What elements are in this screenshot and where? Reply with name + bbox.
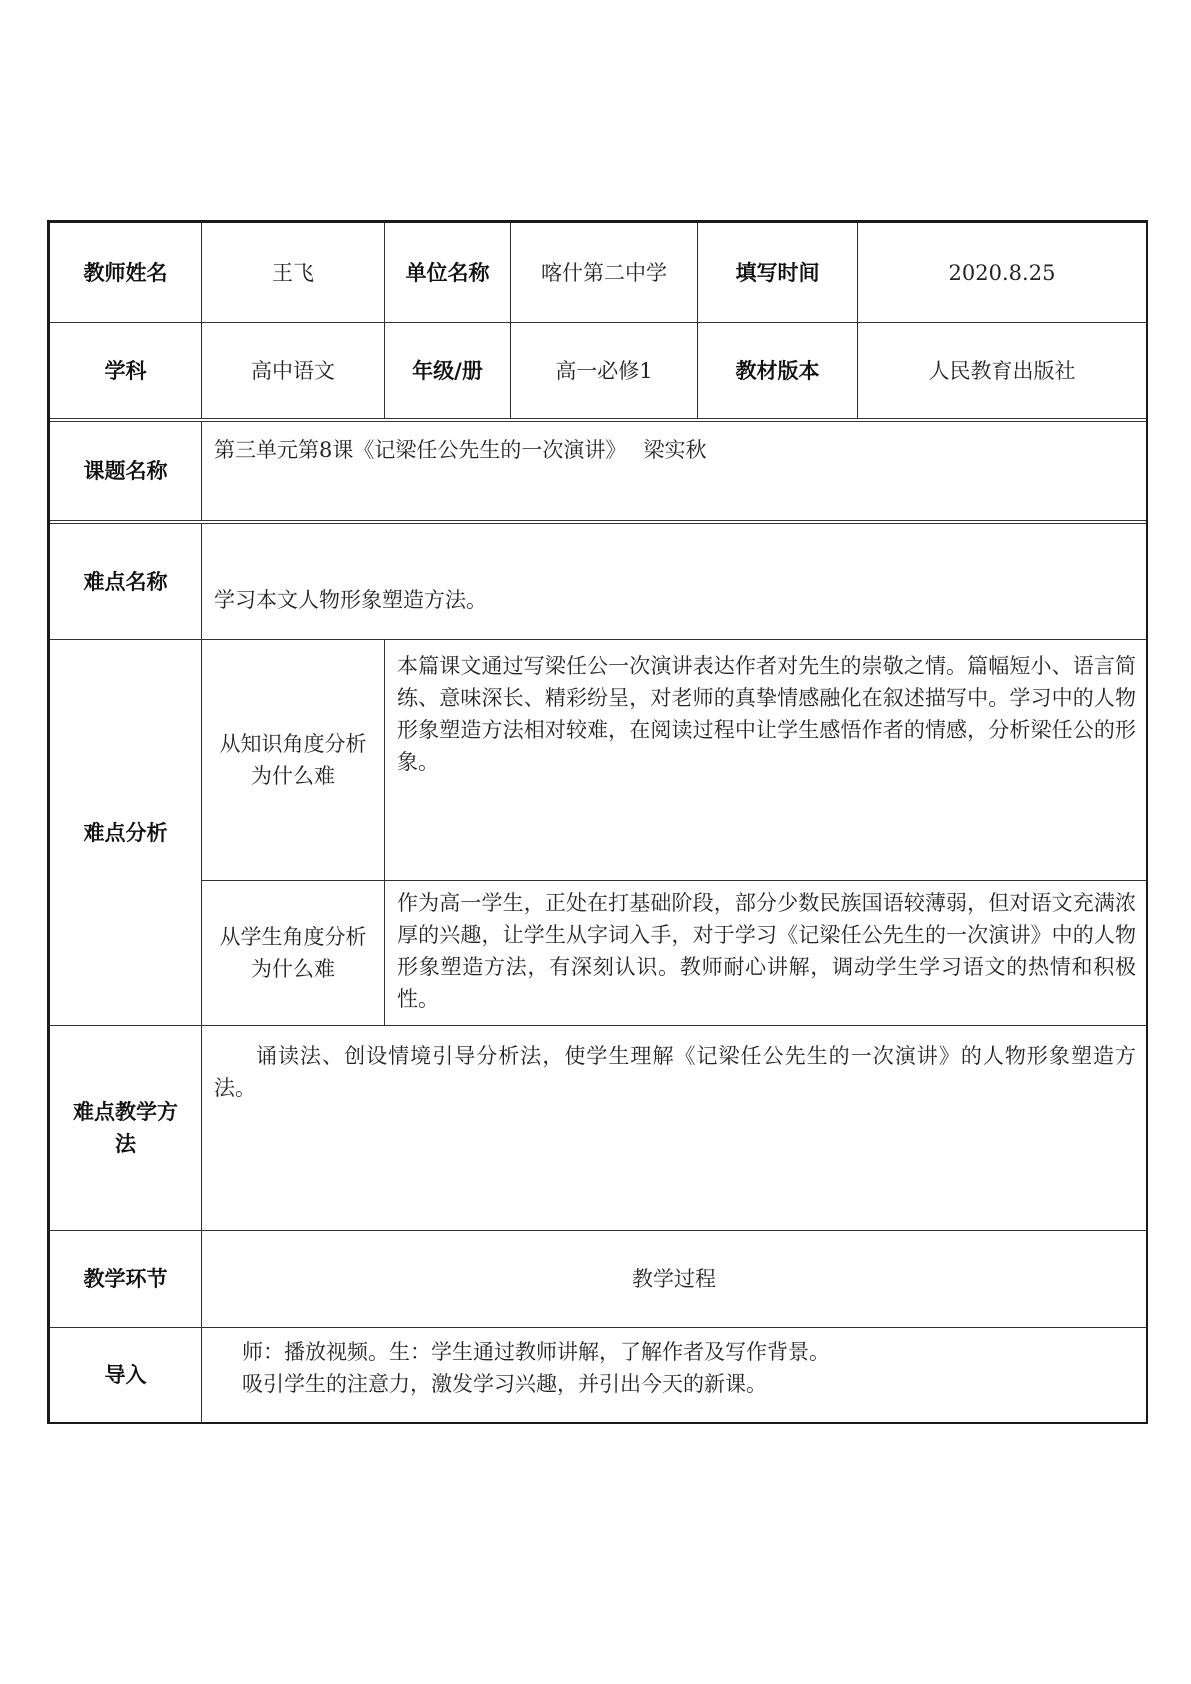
method-value: 诵读法、创设情境引导分析法，使学生理解《记梁任公先生的一次演讲》的人物形象塑造方法。: [214, 1044, 1136, 1100]
student-label: 从学生角度分析为什么难: [202, 881, 385, 1025]
difficulty-value: 学习本文人物形象塑造方法。: [214, 588, 487, 612]
grade-label: 年级/册: [385, 323, 511, 418]
header-row: [50, 223, 1146, 323]
topic-value: 第三单元第8课《记梁任公先生的一次演讲》 梁实秋: [214, 438, 707, 462]
analysis-label: 难点分析: [50, 640, 202, 1025]
teacher-value: 王飞: [202, 223, 385, 322]
knowledge-analysis: [202, 640, 1146, 880]
intro-line-1: 师：播放视频。生：学生通过教师讲解，了解作者及写作背景。: [242, 1340, 830, 1364]
intro-content: [202, 1328, 1146, 1422]
edition-value: 人民教育出版社: [928, 358, 1076, 383]
knowledge-text: 本篇课文通过写梁任公一次演讲表达作者对先生的崇敬之情。篇幅短小、语言简练、意味深长、精彩纷呈，对老师的真挚情感融化在叙述描写中。学习中的人物形象塑造方法相对较难，在阅读过程中让学生感悟作者的情感，分析梁任公的形象。: [397, 654, 1136, 774]
student-text: 作为高一学生，正处在打基础阶段，部分少数民族国语较薄弱，但对语文充满浓厚的兴趣，让学生从字词入手，对于学习《记梁任公先生的一次演讲》中的人物形象塑造方法，有深刻认识。教师耐心讲解，调动学生学习语文的热情和积极性。: [397, 891, 1136, 1011]
intro-row: [50, 1328, 1146, 1422]
lesson-plan-table: [47, 220, 1148, 1424]
intro-label: 导入: [50, 1328, 202, 1422]
teacher-label: 教师姓名: [50, 223, 202, 322]
date-label: 填写时间: [698, 223, 858, 322]
knowledge-label: 从知识角度分析为什么难: [202, 640, 385, 880]
unit-value: 喀什第二中学: [511, 223, 698, 322]
student-analysis: [202, 880, 1146, 1025]
intro-line-2: 吸引学生的注意力，激发学习兴趣，并引出今天的新课。: [242, 1372, 767, 1396]
process-label: 教学环节: [50, 1231, 202, 1327]
topic-row: [50, 422, 1146, 524]
process-value: 教学过程: [632, 1267, 716, 1291]
subject-value: 高中语文: [202, 323, 385, 418]
unit-label: 单位名称: [385, 223, 511, 322]
analysis-row: [50, 640, 1146, 1026]
difficulty-label: 难点名称: [50, 524, 202, 639]
method-row: [50, 1026, 1146, 1231]
edition-label: 教材版本: [698, 323, 858, 418]
topic-label: 课题名称: [50, 422, 202, 520]
difficulty-row: [50, 524, 1146, 640]
grade-value: 高一必修1: [511, 323, 698, 418]
info-row: [50, 323, 1146, 422]
subject-label: 学科: [50, 323, 202, 418]
process-row: [50, 1231, 1146, 1328]
analysis-content: [202, 640, 1146, 1025]
method-label: 难点教学方法: [50, 1026, 202, 1230]
date-value: 2020.8.25: [948, 260, 1056, 285]
